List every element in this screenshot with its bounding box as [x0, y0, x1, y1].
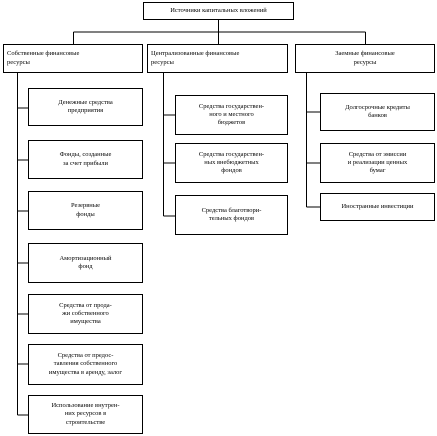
- own-item-profit-funds: Фонды, созданные за счет прибыли: [28, 140, 143, 179]
- central-item-budgets: Средства государствен- ного и местного бюджетов: [175, 95, 288, 135]
- column-borrowed-title: Заемные финансовые ресурсы: [295, 44, 435, 73]
- column-centralized-title: Централизованные финансовые ресурсы: [147, 44, 288, 73]
- borrowed-item-securities: Средства от эмиссии и реализации ценных бумаг: [320, 143, 435, 183]
- central-item-offbudget-funds: Средства государствен- ных внебюджетных фондов: [175, 143, 288, 183]
- root-box: Источники капитальных вложений: [143, 2, 294, 20]
- own-item-cash: Денежные средства предприятия: [28, 88, 143, 126]
- column-own-title: Собственные финансовые ресурсы: [3, 44, 143, 73]
- own-item-depreciation-fund: Амортизационный фонд: [28, 243, 143, 283]
- own-item-internal-resources: Использование внутрен- них ресурсов в строительстве: [28, 395, 143, 434]
- borrowed-item-bank-loans: Долгосрочные кредиты банков: [320, 93, 435, 131]
- own-item-reserve-funds: Резервные фонды: [28, 191, 143, 230]
- borrowed-item-foreign-investment: Иностранные инвестиции: [320, 193, 435, 221]
- own-item-property-sale: Средства от прода- жи собственного имущества: [28, 294, 143, 334]
- central-item-charity-funds: Средства благотвори- тельных фондов: [175, 195, 288, 235]
- own-item-property-lease: Средства от предос- тавления собственного имущества в аренду, залог: [28, 344, 143, 385]
